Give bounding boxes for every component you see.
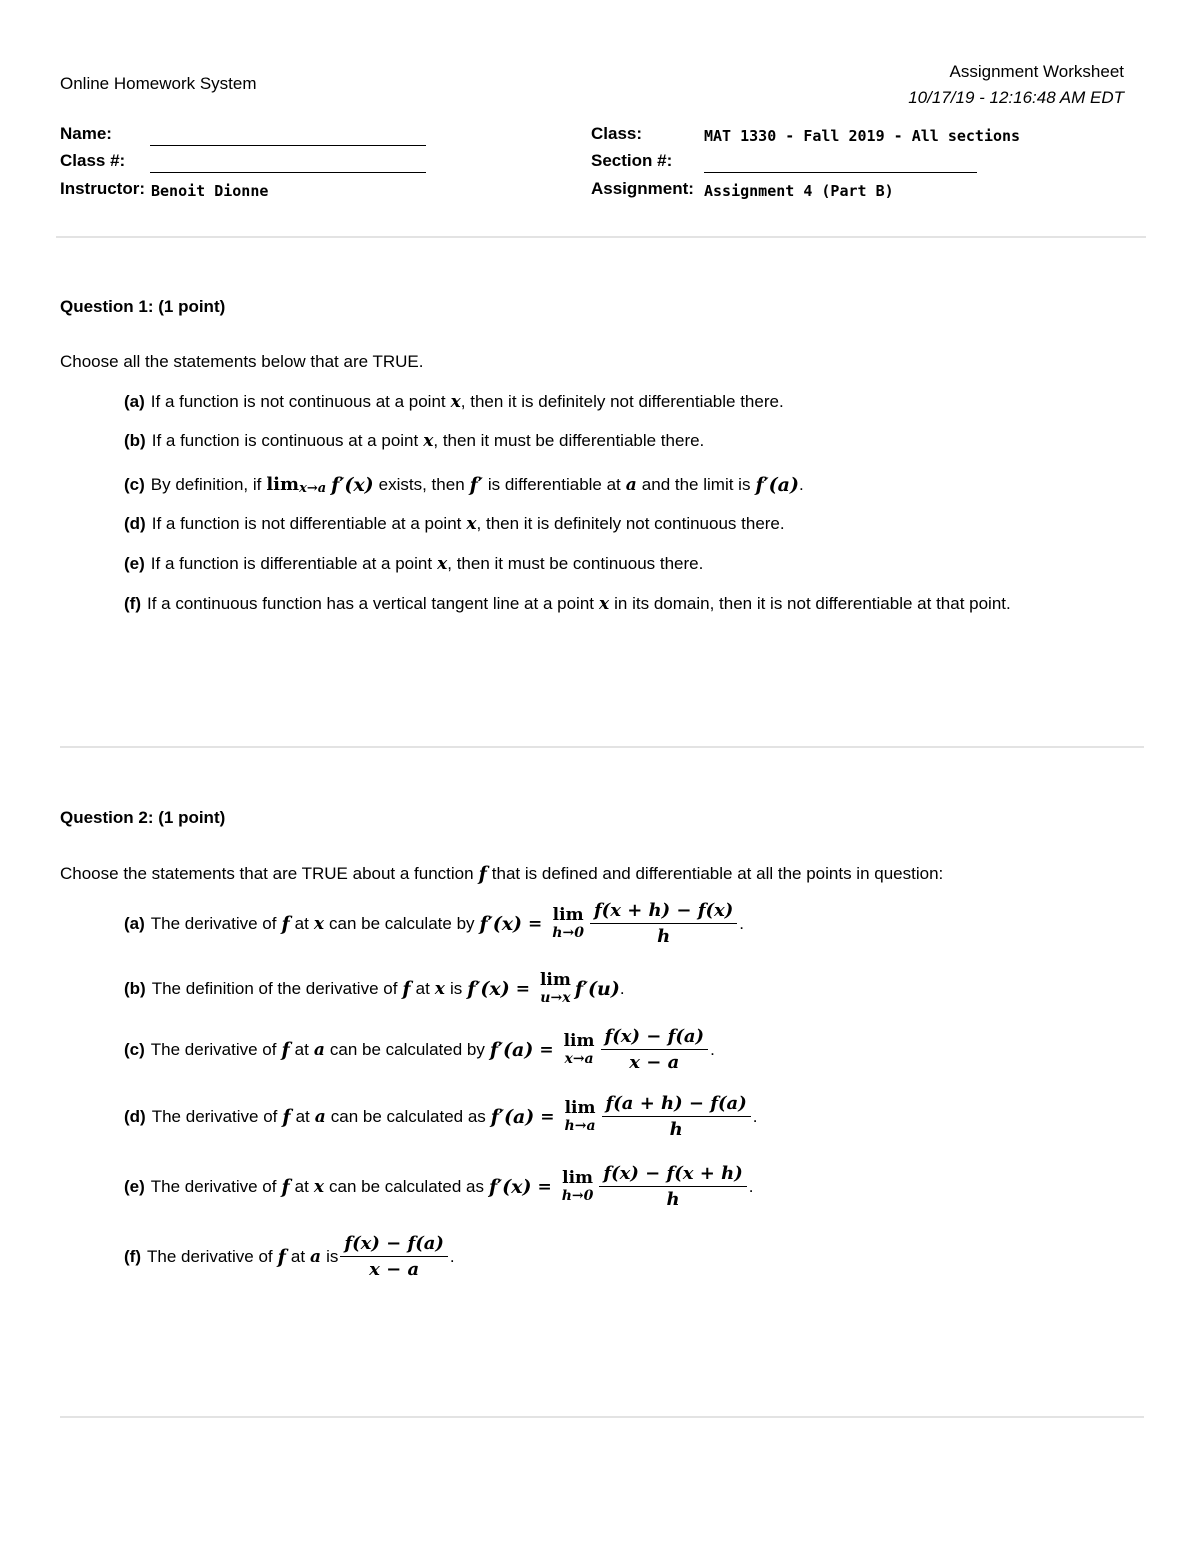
lim-word: lim — [563, 1031, 595, 1051]
q2-option-c — [124, 1026, 715, 1073]
math-fprime-x: f′(x) — [488, 1175, 532, 1198]
option-text: , then it is definitely not continuous there. — [476, 514, 785, 533]
period: . — [710, 1039, 715, 1059]
math-fraction — [590, 900, 737, 947]
math-limit — [565, 1100, 596, 1133]
q2-option-b — [124, 972, 625, 1005]
math-f: f — [281, 1038, 290, 1061]
question-2-prompt — [60, 863, 943, 885]
option-letter: (f) — [124, 1246, 141, 1266]
option-text: The definition of the derivative of — [151, 978, 398, 998]
option-text: , then it is definitely not differentiable there. — [460, 392, 784, 411]
math-a: a — [310, 1246, 322, 1267]
question-2-title: Question 2: (1 point) — [60, 808, 226, 827]
q1-option-c — [124, 473, 804, 496]
option-text: The derivative of — [146, 1246, 273, 1266]
option-letter: (a) — [124, 392, 145, 411]
math-limit — [540, 972, 571, 1005]
math-fprime-x: f′(x) — [479, 912, 523, 935]
option-text: at — [294, 913, 309, 933]
assignment-label: Assignment: — [591, 179, 694, 198]
question-divider — [60, 1416, 1144, 1418]
math-equals: = — [528, 913, 543, 934]
q2-option-e — [124, 1163, 753, 1210]
option-letter: (e) — [124, 554, 145, 573]
option-text: can be calculate by — [328, 913, 475, 933]
option-text: The derivative of — [150, 1176, 277, 1196]
math-equals: = — [515, 978, 530, 999]
lim-word: lim — [562, 1168, 594, 1188]
question-1-title: Question 1: (1 point) — [60, 297, 226, 316]
section-label: Section #: — [591, 151, 673, 170]
lim-word: lim — [564, 1098, 596, 1118]
option-text: in its domain, then it is not differentiable at that point. — [614, 594, 1011, 613]
option-text: at — [294, 1039, 309, 1059]
math-x: x — [466, 514, 477, 534]
math-fraction — [602, 1093, 751, 1140]
option-text: If a function is differentiable at a point — [150, 554, 433, 573]
option-text: at — [415, 978, 430, 998]
math-fprime-a: f′(a) — [755, 473, 799, 496]
fraction-denominator: h — [669, 1119, 683, 1140]
class-num-line — [150, 172, 426, 173]
fraction-denominator: x − a — [369, 1259, 420, 1280]
math-f: f — [281, 1175, 290, 1198]
option-text: , then it must be continuous there. — [447, 554, 704, 573]
assignment-value: Assignment 4 (Part B) — [704, 182, 894, 200]
option-text: The derivative of — [150, 1039, 277, 1059]
math-f: f — [277, 1245, 286, 1268]
option-letter: (a) — [124, 913, 145, 933]
math-f: f — [281, 912, 290, 935]
worksheet-timestamp: 10/17/19 - 12:16:48 AM EDT — [908, 88, 1124, 107]
instructor-label: Instructor: — [60, 179, 145, 198]
prompt-text: Choose the statements that are TRUE about a function — [60, 864, 474, 883]
option-text: The derivative of — [150, 913, 277, 933]
class-num-label: Class #: — [60, 151, 126, 170]
system-name: Online Homework System — [60, 74, 257, 93]
math-limit — [564, 1033, 595, 1066]
fraction-numerator: f(x + h) − f(x) — [590, 900, 737, 924]
math-a: a — [625, 474, 637, 495]
option-text: can be calculated by — [329, 1039, 485, 1059]
option-text: is — [449, 978, 463, 998]
math-x: x — [437, 554, 448, 574]
fraction-numerator: f(a + h) − f(a) — [602, 1093, 751, 1117]
math-lim-subscript: x→a — [299, 481, 327, 496]
option-letter: (d) — [124, 1106, 146, 1126]
period: . — [752, 1106, 758, 1126]
q2-option-a — [124, 900, 744, 947]
option-text: can be calculated as — [330, 1106, 486, 1126]
option-letter: (b) — [124, 978, 146, 998]
math-fprime-a: f′(a) — [490, 1105, 535, 1128]
math-lim: lim — [266, 474, 300, 495]
math-equals: = — [537, 1176, 552, 1197]
q1-option-d — [124, 514, 785, 534]
math-limit — [562, 1170, 594, 1203]
period: . — [619, 978, 625, 998]
math-fraction — [601, 1026, 709, 1073]
math-fprime-x: f′(x) — [467, 977, 510, 1000]
class-label: Class: — [591, 124, 643, 143]
fraction-numerator: f(x) − f(x + h) — [599, 1163, 746, 1187]
math-fraction — [340, 1233, 448, 1280]
math-x: x — [434, 978, 445, 999]
fraction-denominator: h — [657, 926, 671, 947]
header-divider — [56, 236, 1146, 238]
q1-option-e — [124, 554, 703, 574]
math-fprime-a: f′(a) — [489, 1038, 534, 1061]
option-text: By definition, if — [150, 474, 262, 494]
fraction-denominator: x − a — [629, 1052, 680, 1073]
lim-word: lim — [552, 905, 584, 925]
math-fraction — [599, 1163, 746, 1210]
option-letter: (e) — [124, 1176, 145, 1196]
option-text: at — [290, 1246, 306, 1266]
lim-subscript: h→0 — [561, 1188, 594, 1204]
option-letter: (c) — [124, 474, 145, 494]
math-f: f — [402, 977, 411, 1000]
math-x: x — [599, 594, 610, 614]
math-f: f — [282, 1105, 291, 1128]
q2-option-d — [124, 1093, 757, 1140]
math-a: a — [314, 1106, 326, 1127]
option-text: and the limit is — [641, 474, 751, 494]
math-equals: = — [539, 1039, 554, 1060]
question-1-prompt: Choose all the statements below that are TRUE. — [60, 352, 424, 371]
option-text: at — [294, 1176, 309, 1196]
fraction-denominator: h — [666, 1189, 680, 1210]
option-letter: (f) — [124, 594, 141, 613]
q1-option-f — [124, 594, 1011, 614]
option-text: , then it must be differentiable there. — [433, 431, 705, 450]
class-value: MAT 1330 - Fall 2019 - All sections — [704, 127, 1021, 145]
option-letter: (d) — [124, 514, 146, 533]
math-fprime-x: f′(x) — [331, 473, 374, 496]
option-text: is differentiable at — [487, 474, 621, 494]
option-text: at — [295, 1106, 310, 1126]
option-text: If a continuous function has a vertical tangent line at a point — [146, 594, 594, 613]
name-label: Name: — [60, 124, 112, 143]
math-fprime-u: f′(u) — [574, 977, 620, 1000]
prompt-text: that is defined and differentiable at all the points in question: — [491, 864, 944, 883]
section-line — [704, 172, 977, 173]
period: . — [739, 913, 745, 933]
option-text: exists, then — [378, 474, 465, 494]
math-x: x — [313, 913, 324, 934]
instructor-value: Benoit Dionne — [151, 182, 269, 200]
option-text: If a function is continuous at a point — [151, 431, 419, 450]
name-line — [150, 145, 426, 146]
fraction-numerator: f(x) − f(a) — [601, 1026, 709, 1050]
option-letter: (c) — [124, 1039, 145, 1059]
math-x: x — [423, 431, 434, 451]
question-divider — [60, 746, 1144, 748]
math-x: x — [313, 1176, 324, 1197]
lim-subscript: h→0 — [552, 925, 584, 941]
q2-option-f — [124, 1233, 455, 1280]
worksheet-title: Assignment Worksheet — [949, 62, 1124, 81]
lim-subscript: h→a — [564, 1118, 596, 1134]
option-text: If a function is not continuous at a point — [150, 392, 446, 411]
lim-subscript: x→a — [564, 1051, 594, 1067]
option-text: If a function is not differentiable at a point — [151, 514, 462, 533]
option-text: can be calculated as — [328, 1176, 484, 1196]
period: . — [748, 1176, 754, 1196]
lim-subscript: u→x — [540, 990, 571, 1006]
math-equals: = — [540, 1106, 555, 1127]
option-text: The derivative of — [151, 1106, 278, 1126]
q1-option-a — [124, 392, 784, 412]
math-fprime: f′ — [469, 473, 483, 496]
math-x: x — [450, 392, 461, 412]
math-f: f — [478, 863, 487, 885]
q1-option-b — [124, 431, 704, 451]
math-a: a — [313, 1039, 325, 1060]
option-letter: (b) — [124, 431, 146, 450]
option-text: . — [798, 474, 804, 494]
fraction-numerator: f(x) − f(a) — [340, 1233, 448, 1257]
math-limit — [552, 907, 584, 940]
option-text: is — [326, 1246, 339, 1266]
lim-word: lim — [539, 970, 571, 990]
period: . — [449, 1246, 455, 1266]
